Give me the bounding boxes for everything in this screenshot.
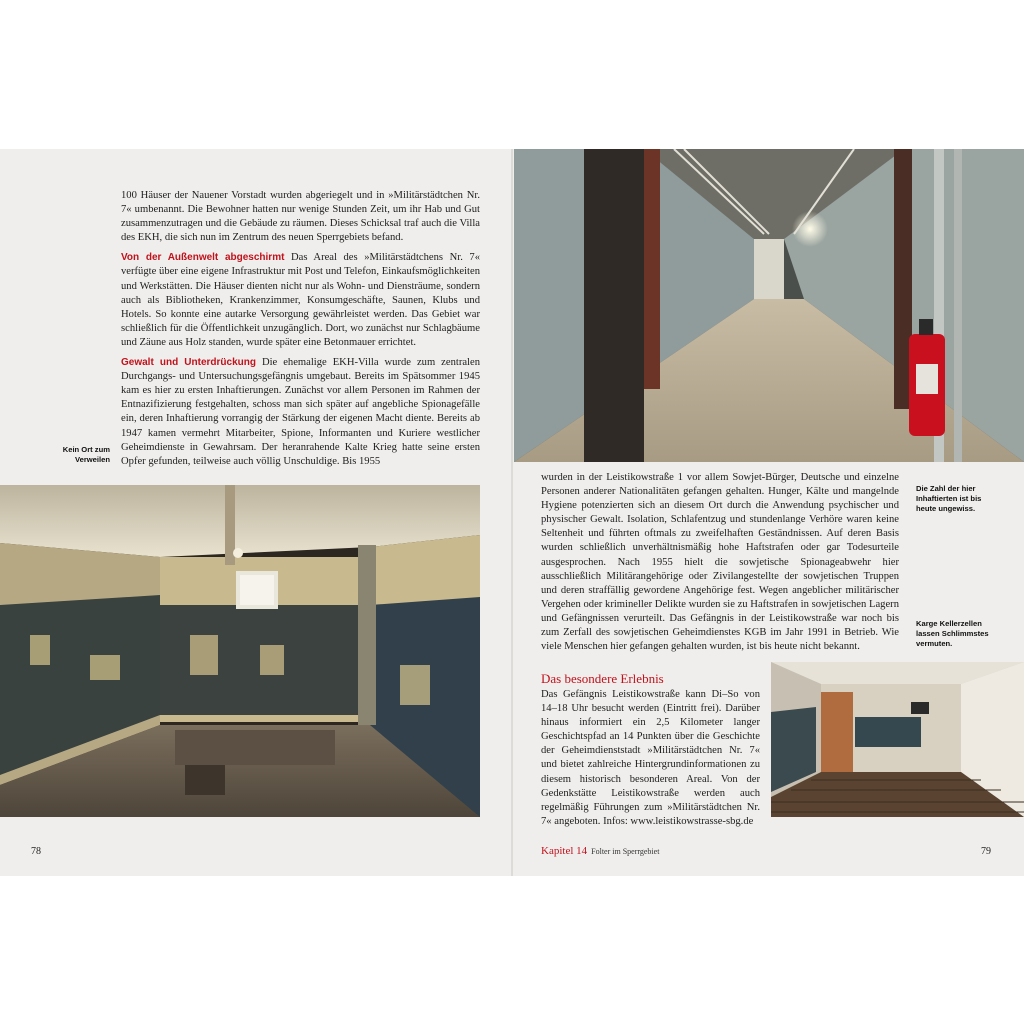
section-outside-world <box>121 251 480 350</box>
caption-corridor: Die Zahl der hier Inhaftierten ist bis heute ungewiss. <box>916 484 982 513</box>
gutter <box>511 149 513 876</box>
cellar-photo <box>771 662 1024 817</box>
info-box-text <box>541 688 760 835</box>
subhead-violence: Gewalt und Unterdrückung <box>121 357 256 369</box>
subhead-outside-world: Von der Außenwelt abgeschirmt <box>121 252 285 264</box>
caption-cellar: Karge Kellerzellen lassen Schlimmstes vermuten. <box>916 619 989 648</box>
info-box-paragraph: Das Gefängnis Leistikowstraße kann Di–So von 14–18 Uhr besucht werden (Eintritt frei). Darüber hinaus informiert ein 2,5 Kilometer langer Geschichtspfad an 14 Punkten über die Geschichte der Geheimdienststadt »Militärstädtchen Nr. 7« und bietet zahlreiche Hintergrundinformationen zu diesem historisch besonderen Areal. Von der Gedenkstätte Leistikowstraße werden auch regelmäßig Führungen zum »Militärstädtchen Nr. 7« angeboten. Infos: www.leistikowstrasse-sbg.de <box>541 689 760 827</box>
caption-cell: Kein Ort zum Verweilen <box>62 445 110 464</box>
intro-paragraph: 100 Häuser der Nauener Vorstadt wurden abgeriegelt und in »Militärstädtchen Nr. 7« umbenannt. Die Bewohner hatten nur wenige Stunden Zeit, um ihr Hab und Gut zusammenzutragen und die Gebäude zu räumen. Dieses Schicksal traf auch die Villa des EKH, die sich nun im Zentrum des neuen Sperrgebiets befand. <box>121 190 480 244</box>
chapter-label: Kapitel 14 <box>541 845 588 857</box>
right-text-column <box>541 471 899 660</box>
box-title: Das besondere Erlebnis <box>541 671 664 686</box>
paragraph-outside-world: Das Areal des »Militärstädtchens Nr. 7« verfügte über eine eigene Infrastruktur mit Post und Telefon, Einkaufsmöglichkeiten und Werkstätten. Die Häuser dienten nicht nur als Wohn- und Diensträume, sondern auch als Bibliotheken, Krankenzimmer, Konsumgeschäfte, Saunen, Klubs und Hotels. So konnte eine autarke Versorgung gewährleistet werden. Das Gebiet war schließlich für die Öffentlichkeit unzugänglich. Dort, wo zunächst nur Schlagbäume und Zäune aus Holz standen, wurde später eine Betonmauer errichtet. <box>121 252 480 348</box>
cell-room-photo <box>0 485 480 817</box>
chapter-footer <box>541 845 659 857</box>
page-number-left: 78 <box>31 846 41 857</box>
left-text-column <box>121 189 480 475</box>
corridor-photo <box>514 149 1024 462</box>
chapter-subtitle: Folter im Sperrgebiet <box>591 847 660 856</box>
page-number-right: 79 <box>981 846 991 857</box>
book-spread <box>0 149 1024 876</box>
paragraph-continued: wurden in der Leistikowstraße 1 vor allem Sowjet-Bürger, Deutsche und einzelne Personen anderer Nationalitäten gefangen gehalten. Hunger, Kälte und mangelnde Hygiene potenzierten sich an diesem Ort durch die Anwendung psychischer und physischer Gewalt. Isolation, Schlafentzug und stundenlange Verhöre waren keine Seltenheit und führten oftmals zu zweifelhaften Geständnissen. Auf deren Basis wurden schließlich unverhältnismäßig hohe Haftstrafen oder gar Todesurteile ausgesprochen. Nach 1955 hielt die sowjetische Spionageabwehr hier ausschließlich Militärangehörige oder Zivilangestellte der sowjetischen Truppen und deren straffällig gewordene Angehörige fest. Wegen angeblicher militärischer Vergehen oder krimineller Delikte wurden sie zu Haftstrafen in sowjetischen Lagern und Gefängnissen verurteilt. Das Gefängnis in der Leistikowstraße war noch bis zum Zerfall des sowjetischen Geheimdienstes KGB im Jahr 1991 in Betrieb. Wie viele Menschen hier gefangen gehalten wurden, ist bis heute nicht bekannt. <box>541 472 899 653</box>
paragraph-violence: Die ehemalige EKH-Villa wurde zum zentralen Durchgangs- und Untersuchungsgefängnis umgebaut. Bereits im Spätsommer 1945 kam es hier zu ersten Inhaftierungen. Zunächst vor allem Personen im Rahmen der Entnazifizierung festgehalten, schoss man sich später auf angebliche Spionagefälle ein, deren Inhaftierung vorrangig der Stärkung der eigenen Macht diente. Bereits ab 1947 kamen vermehrt Mitarbeiter, Spione, Informanten und Kuriere westlicher Geheimdienste in Gewahrsam. Der heranrahende Kalte Krieg hatte seine ersten Opfer gefunden, teilweise auch völlig Unschuldige. Bis 1955 <box>121 357 480 467</box>
section-violence <box>121 356 480 469</box>
